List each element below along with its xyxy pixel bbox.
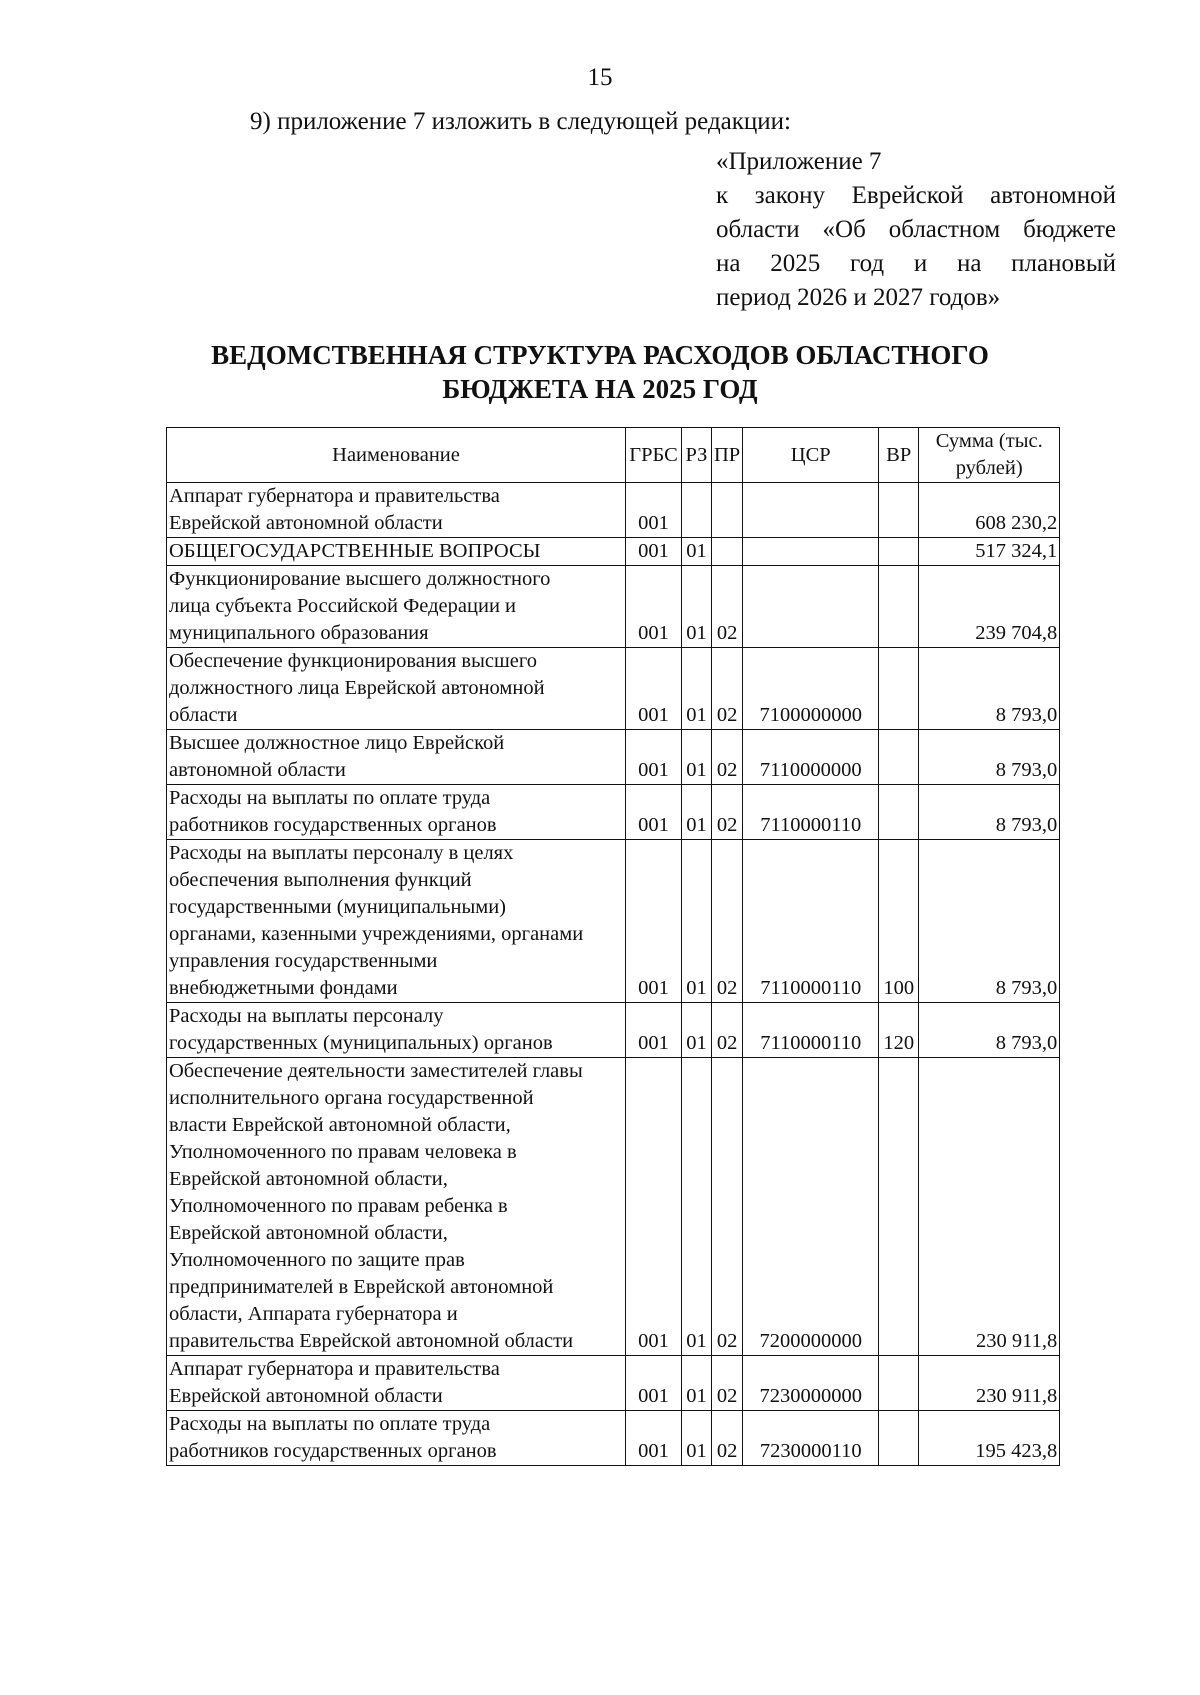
cell-name-line: органами, казенными учреждениями, органами <box>169 923 584 945</box>
header-pr: ПР <box>712 428 743 483</box>
cell-csr: 7110000110 <box>743 1003 879 1058</box>
cell-vr <box>879 1058 919 1356</box>
cell-rz: 01 <box>682 840 712 1003</box>
cell-sum: 8 793,0 <box>919 730 1060 785</box>
document-title-line: ВЕДОМСТВЕННАЯ СТРУКТУРА РАСХОДОВ ОБЛАСТНОГО <box>211 340 989 370</box>
header-csr: ЦСР <box>743 428 879 483</box>
budget-table <box>166 427 1060 1466</box>
cell-name-line: правительства Еврейской автономной области <box>169 1330 574 1352</box>
cell-csr: 7230000110 <box>743 1411 879 1466</box>
cell-name-line: Расходы на выплаты по оплате труда <box>169 1413 491 1435</box>
cell-vr <box>879 566 919 648</box>
cell-sum: 8 793,0 <box>919 785 1060 840</box>
cell-grbs: 001 <box>626 483 682 538</box>
table-header-row <box>167 428 1060 483</box>
table-row <box>167 1411 1060 1466</box>
cell-vr: 120 <box>879 1003 919 1058</box>
cell-grbs: 001 <box>626 648 682 730</box>
cell-sum: 517 324,1 <box>919 538 1060 566</box>
cell-rz: 01 <box>682 1356 712 1411</box>
cell-sum: 230 911,8 <box>919 1058 1060 1356</box>
cell-pr: 02 <box>712 730 743 785</box>
cell-name-line: Функционирование высшего должностного <box>169 568 551 590</box>
header-name: Наименование <box>167 428 626 483</box>
cell-name-line: Обеспечение функционирования высшего <box>169 650 537 672</box>
cell-csr: 7110000000 <box>743 730 879 785</box>
appendix-ref-line: к закону Еврейской автономной <box>716 182 1116 209</box>
cell-name <box>167 1058 626 1356</box>
cell-pr: 02 <box>712 1003 743 1058</box>
cell-name-line: государственных (муниципальных) органов <box>169 1032 553 1054</box>
page-number: 15 <box>587 64 613 91</box>
cell-pr: 02 <box>712 1356 743 1411</box>
table-row <box>167 730 1060 785</box>
cell-csr: 7100000000 <box>743 648 879 730</box>
cell-rz: 01 <box>682 1411 712 1466</box>
cell-name-line: муниципального образования <box>169 622 429 644</box>
cell-rz: 01 <box>682 785 712 840</box>
cell-vr <box>879 1411 919 1466</box>
cell-vr: 100 <box>879 840 919 1003</box>
cell-rz: 01 <box>682 1003 712 1058</box>
cell-name-line: Еврейской автономной области <box>169 1385 443 1407</box>
cell-sum: 8 793,0 <box>919 840 1060 1003</box>
header-grbs: ГРБС <box>626 428 682 483</box>
cell-name-line: работников государственных органов <box>169 814 497 836</box>
cell-name-line: автономной области <box>169 759 346 781</box>
cell-grbs: 001 <box>626 1003 682 1058</box>
cell-grbs: 001 <box>626 1058 682 1356</box>
budget-table-body <box>167 483 1060 1466</box>
cell-sum: 8 793,0 <box>919 648 1060 730</box>
cell-name <box>167 1356 626 1411</box>
table-row <box>167 1003 1060 1058</box>
cell-name-line: государственными (муниципальными) <box>169 896 506 918</box>
cell-pr: 02 <box>712 1411 743 1466</box>
cell-name <box>167 566 626 648</box>
cell-name-line: обеспечения выполнения функций <box>169 869 472 891</box>
cell-name <box>167 840 626 1003</box>
appendix-ref-line: «Приложение 7 <box>716 148 882 175</box>
table-row <box>167 840 1060 1003</box>
cell-pr <box>712 538 743 566</box>
cell-name <box>167 785 626 840</box>
cell-name-line: Еврейской автономной области, <box>169 1222 448 1244</box>
cell-sum: 8 793,0 <box>919 1003 1060 1058</box>
cell-name-line: области, Аппарата губернатора и <box>169 1303 458 1325</box>
cell-vr <box>879 648 919 730</box>
cell-grbs: 001 <box>626 730 682 785</box>
cell-name-line: должностного лица Еврейской автономной <box>169 677 545 699</box>
cell-rz: 01 <box>682 1058 712 1356</box>
cell-name-line: исполнительного органа государственной <box>169 1087 534 1109</box>
header-rz: РЗ <box>682 428 712 483</box>
cell-name <box>167 1003 626 1058</box>
cell-name-line: работников государственных органов <box>169 1440 497 1462</box>
cell-name-line: предпринимателей в Еврейской автономной <box>169 1276 554 1298</box>
cell-pr: 02 <box>712 1058 743 1356</box>
cell-grbs: 001 <box>626 538 682 566</box>
cell-name <box>167 1411 626 1466</box>
cell-name <box>167 648 626 730</box>
table-row <box>167 566 1060 648</box>
document-title <box>150 338 1050 406</box>
cell-rz <box>682 483 712 538</box>
appendix-ref-line: период 2026 и 2027 годов» <box>716 284 1001 311</box>
cell-sum: 608 230,2 <box>919 483 1060 538</box>
cell-vr <box>879 1356 919 1411</box>
cell-pr: 02 <box>712 785 743 840</box>
cell-name <box>167 483 626 538</box>
table-row <box>167 1058 1060 1356</box>
cell-name-line: ОБЩЕГОСУДАРСТВЕННЫЕ ВОПРОСЫ <box>169 540 541 562</box>
header-vr: ВР <box>879 428 919 483</box>
cell-pr: 02 <box>712 648 743 730</box>
cell-name-line: Уполномоченного по правам ребенка в <box>169 1195 508 1217</box>
cell-vr <box>879 538 919 566</box>
cell-name-line: области <box>169 704 238 726</box>
cell-vr <box>879 483 919 538</box>
cell-name-line: внебюджетными фондами <box>169 977 398 999</box>
cell-csr <box>743 538 879 566</box>
appendix-reference <box>716 145 1116 315</box>
cell-pr: 02 <box>712 566 743 648</box>
cell-csr <box>743 483 879 538</box>
table-row <box>167 483 1060 538</box>
table-row <box>167 538 1060 566</box>
cell-csr: 7230000000 <box>743 1356 879 1411</box>
cell-name-line: Высшее должностное лицо Еврейской <box>169 732 505 754</box>
cell-sum: 195 423,8 <box>919 1411 1060 1466</box>
cell-name-line: Аппарат губернатора и правительства <box>169 485 500 507</box>
cell-sum: 239 704,8 <box>919 566 1060 648</box>
appendix-ref-line: на 2025 год и на плановый <box>716 250 1116 277</box>
cell-name <box>167 538 626 566</box>
cell-rz: 01 <box>682 538 712 566</box>
cell-grbs: 001 <box>626 840 682 1003</box>
cell-rz: 01 <box>682 730 712 785</box>
cell-sum: 230 911,8 <box>919 1356 1060 1411</box>
cell-grbs: 001 <box>626 1356 682 1411</box>
cell-csr: 7110000110 <box>743 840 879 1003</box>
cell-name <box>167 730 626 785</box>
cell-grbs: 001 <box>626 566 682 648</box>
appendix-ref-line: области «Об областном бюджете <box>716 216 1116 243</box>
cell-name-line: лица субъекта Российской Федерации и <box>169 595 517 617</box>
cell-name-line: управления государственными <box>169 950 438 972</box>
amendment-instruction: 9) приложение 7 изложить в следующей редакции: <box>250 108 791 135</box>
cell-csr <box>743 566 879 648</box>
cell-csr: 7200000000 <box>743 1058 879 1356</box>
cell-name-line: Уполномоченного по защите прав <box>169 1249 465 1271</box>
cell-name-line: Еврейской автономной области <box>169 512 443 534</box>
cell-rz: 01 <box>682 566 712 648</box>
cell-pr <box>712 483 743 538</box>
cell-name-line: Еврейской автономной области, <box>169 1168 448 1190</box>
cell-csr: 7110000110 <box>743 785 879 840</box>
cell-vr <box>879 730 919 785</box>
cell-name-line: Обеспечение деятельности заместителей главы <box>169 1060 583 1082</box>
cell-name-line: власти Еврейской автономной области, <box>169 1114 511 1136</box>
cell-name-line: Расходы на выплаты по оплате труда <box>169 787 491 809</box>
document-title-line: БЮДЖЕТА НА 2025 ГОД <box>442 374 758 404</box>
cell-name-line: Расходы на выплаты персоналу в целях <box>169 842 514 864</box>
cell-grbs: 001 <box>626 1411 682 1466</box>
cell-name-line: Уполномоченного по правам человека в <box>169 1141 517 1163</box>
table-row <box>167 785 1060 840</box>
cell-pr: 02 <box>712 840 743 1003</box>
cell-name-line: Аппарат губернатора и правительства <box>169 1358 500 1380</box>
cell-vr <box>879 785 919 840</box>
table-row <box>167 648 1060 730</box>
cell-rz: 01 <box>682 648 712 730</box>
header-sum: Сумма (тыс. рублей) <box>919 428 1060 483</box>
cell-grbs: 001 <box>626 785 682 840</box>
table-row <box>167 1356 1060 1411</box>
cell-name-line: Расходы на выплаты персоналу <box>169 1005 444 1027</box>
